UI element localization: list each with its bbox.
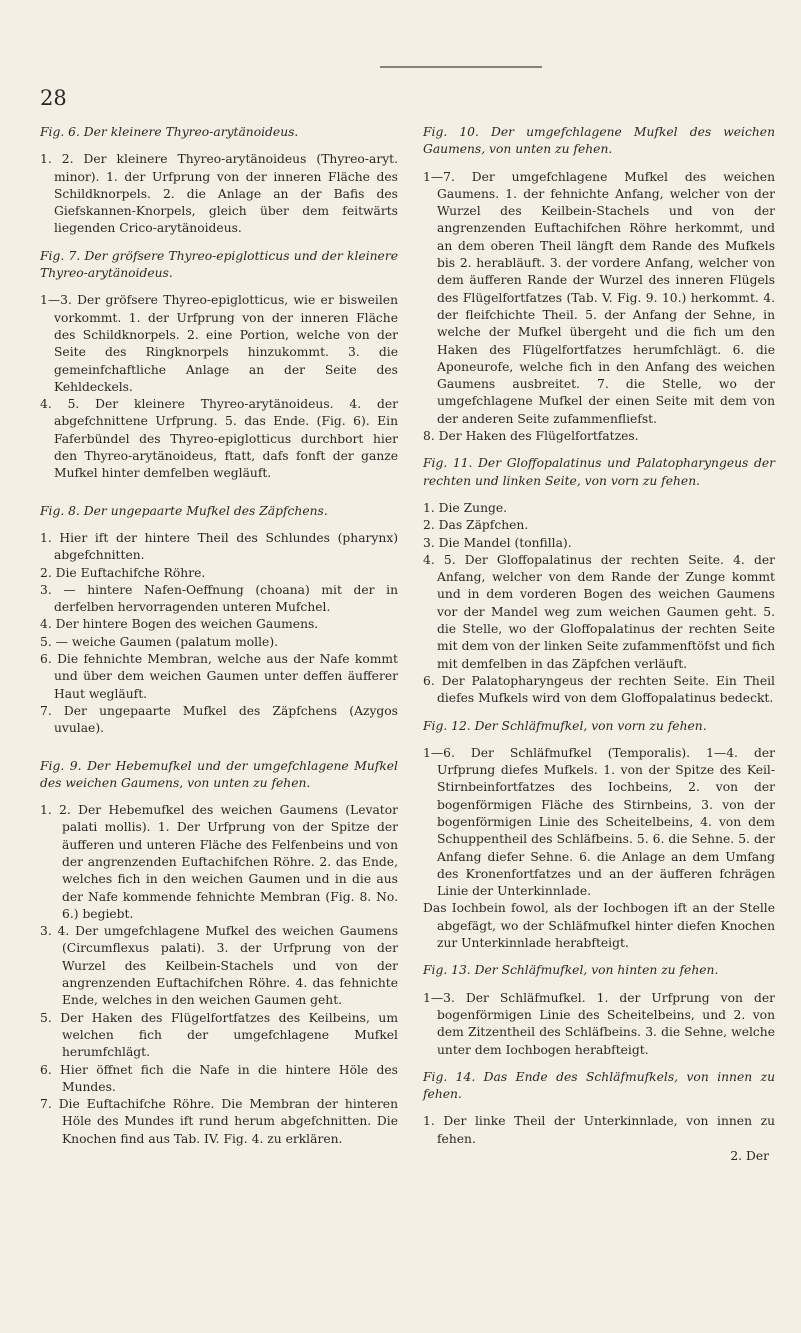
list-item: 5. Der Haken des Flügelfortfatzes des Keilbeins, um welchen fich der umgefchlagene Mufkel herumfchlägt. xyxy=(40,1010,398,1060)
paragraph: 8. Der Haken des Flügelfortfatzes. xyxy=(423,429,639,444)
list-item: 2. Das Zäpfchen. xyxy=(423,518,529,533)
figure-caption-8: Fig. 8. Der ungepaarte Mufkel des Zäpfchens. xyxy=(40,503,328,518)
top-rule xyxy=(380,66,542,68)
figure-caption-9: Fig. 9. Der Hebemufkel und der umgefchlagene Mufkel des weichen Gaumens, von unten zu fehen. xyxy=(40,758,398,790)
paragraph: 1—3. Der gröfsere Thyreo-epiglotticus, wie er bisweilen vorkommt. 1. der Urfprung von der inneren Fläche des Schildknorpels. 2. eine Portion, welche von der Seite des Ringknorpels hinzukommt. 3. die gemeinfchaftliche Anlage an der Seite des Kehldeckels. xyxy=(40,293,398,394)
figure-caption-7: Fig. 7. Der gröfsere Thyreo-epiglotticus und der kleinere Thyreo-arytänoideus. xyxy=(40,248,398,281)
paragraph: Das Iochbein fowol, als der Iochbogen ift an der Stelle abgefägt, wo der Schläfmufkel hinter diefen Knochen zur Unterkinnlade herabfteigt. xyxy=(423,901,775,951)
list-item: 1. Die Zunge. xyxy=(423,500,508,515)
figure-caption-13: Fig. 13. Der Schläfmufkel, von hinten zu fehen. xyxy=(423,963,719,978)
list-item: 2. Die Euftachifche Röhre. xyxy=(40,565,206,580)
paragraph: 1—6. Der Schläfmufkel (Temporalis). 1—4. der Urfprung diefes Mufkels. 1. von der Spitze des Keil-Stirnbeinfortfatzes des Iochbeins, 2. von der bogenförmigen Fläche des Stirnbeins, 3. von der bogenförmigen Linie des Scheitelbeins, 4. von dem Schuppentheil des Schläfbeins. 5. 6. die Sehne. 5. der Anfang diefer Sehne. 6. die Anlage an dem Umfang des Kronenfortfatzes und an der äufferen fchrägen Linie der Unterkinnlade. xyxy=(423,745,775,899)
list-item: 4. Der hintere Bogen des weichen Gaumens. xyxy=(40,617,319,632)
paragraph: 1—3. Der Schläfmufkel. 1. der Urfprung von der bogenförmigen Linie des Scheitelbeins, und 2. von dem Zitzentheil des Schläfbeins. 3. die Sehne, welche unter dem Iochbogen herabfteigt. xyxy=(423,990,775,1057)
list-item: 6. Hier öffnet fich die Nafe in die hintere Höle des Mundes. xyxy=(40,1062,398,1094)
paragraph: 1—7. Der umgefchlagene Mufkel des weichen Gaumens. 1. der fehnichte Anfang, welcher von der Wurzel des Keilbein-Stachels und von der angrenzenden Euftachifchen Röhre herkommt, und an dem oberen Theil längft dem Rande des Mufkels bis 2. herabläuft. 3. der vordere Anfang, welcher von dem äufferen Rande der Wurzel des inneren Flügels des Flügelfortfatzes (Tab. V. Fig. 9. 10.) herkommt. 4. der fleifchichte Theil. 5. der Anfang der Sehne, in welche der Mufkel übergeht und die fich um den Haken des Flügelfortfatzes herumfchlägt. 6. die Aponeurofe, welche fich in den Anfang des weichen Gaumens ausbreitet. 7. die Stelle, wo der umgefchlagene Mufkel der einen Seite mit dem von der anderen Seite zufammenfliefst. xyxy=(423,169,775,426)
right-column xyxy=(423,114,775,1165)
list-item: 1. 2. Der Hebemufkel des weichen Gaumens (Levator palati mollis). 1. Der Urfprung von der Spitze der äufferen und unteren Fläche des Felfenbeins und von der angrenzenden Euftachifchen Röhre. 2. das Ende, welches fich in den weichen Gaumen und in die aus der Nafe kommende fehnichte Membran (Fig. 8. No. 6.) begiebt. xyxy=(40,803,398,921)
catchword: 2. Der xyxy=(730,1149,769,1164)
left-column xyxy=(40,114,398,1148)
list-item: 3. 4. Der umgefchlagene Mufkel des weichen Gaumens (Circumflexus palati). 3. der Urfprung von der Wurzel des Keilbein-Stachels und von der angrenzenden Euftachifchen Röhre. 4. das fehnichte Ende, welches in den weichen Gaumen geht. xyxy=(40,924,398,1008)
list-item: 7. Die Euftachifche Röhre. Die Membran der hinteren Höle des Mundes ift rund herum abgefchnitten. Die Knochen find aus Tab. IV. Fig. 4. zu erklären. xyxy=(40,1097,398,1146)
list-item: 5. — weiche Gaumen (palatum molle). xyxy=(40,634,279,649)
list-item: 3. Die Mandel (tonfilla). xyxy=(423,535,572,550)
list-item: 6. Die fehnichte Membran, welche aus der Nafe kommt und über dem weichen Gaumen unter deffen äufferer Haut wegläuft. xyxy=(40,652,398,701)
paragraph: 4. 5. Der kleinere Thyreo-arytänoideus. 4. der abgefchnittene Urfprung. 5. das Ende. (Fig. 6). Ein Faferbündel des Thyreo-epiglotticus durchbort hier den Thyreo-arytänoideus, ftatt, dafs fonft der ganze Mufkel hinter demfelben wegläuft. xyxy=(40,397,398,481)
list-item: 3. — hintere Nafen-Oeffnung (choana) mit der in derfelben hervorragenden unteren Mufchel. xyxy=(40,582,398,615)
list-item: 4. 5. Der Gloffopalatinus der rechten Seite. 4. der Anfang, welcher von dem Rande der Zunge kommt und in dem vorderen Bogen des weichen Gaumens vor der Mandel weg zum weichen Gaumen geht. 5. die Stelle, wo der Gloffopalatinus der rechten Seite mit dem von der linken Seite zufammenftöfst und fich mit demfelben in das Zäpfchen verläuft. xyxy=(423,552,775,671)
figure-caption-12: Fig. 12. Der Schläfmufkel, von vorn zu fehen. xyxy=(423,718,707,733)
figure-caption-10: Fig. 10. Der umgefchlagene Mufkel des weichen Gaumens, von unten zu fehen. xyxy=(423,125,775,157)
list-item: 1. Der linke Theil der Unterkinnlade, von innen zu fehen. xyxy=(423,1114,775,1146)
list-item: 1. Hier ift der hintere Theil des Schlundes (pharynx) abgefchnitten. xyxy=(40,530,398,563)
paragraph: 1. 2. Der kleinere Thyreo-arytänoideus (Thyreo-aryt. minor). 1. der Urfprung von der inneren Fläche des Schildknorpels. 2. die Anlage an der Bafis des Giefskannen-Knorpels, gleich über dem feitwärts liegenden Crico-arytänoideus. xyxy=(40,152,398,236)
list-item: 7. Der ungepaarte Mufkel des Zäpfchens (Azygos uvulae). xyxy=(40,703,398,736)
figure-caption-6: Fig. 6. Der kleinere Thyreo-arytänoideus. xyxy=(40,125,299,139)
figure-caption-11: Fig. 11. Der Gloffopalatinus und Palatopharyngeus der rechten und linken Seite, von vorn zu fehen. xyxy=(423,456,775,488)
list-item: 6. Der Palatopharyngeus der rechten Seite. Ein Theil diefes Mufkels wird von dem Gloffopalatinus bedeckt. xyxy=(423,673,775,706)
figure-caption-14: Fig. 14. Das Ende des Schläfmufkels, von innen zu fehen. xyxy=(423,1069,775,1102)
page-number: 28 xyxy=(40,86,67,110)
